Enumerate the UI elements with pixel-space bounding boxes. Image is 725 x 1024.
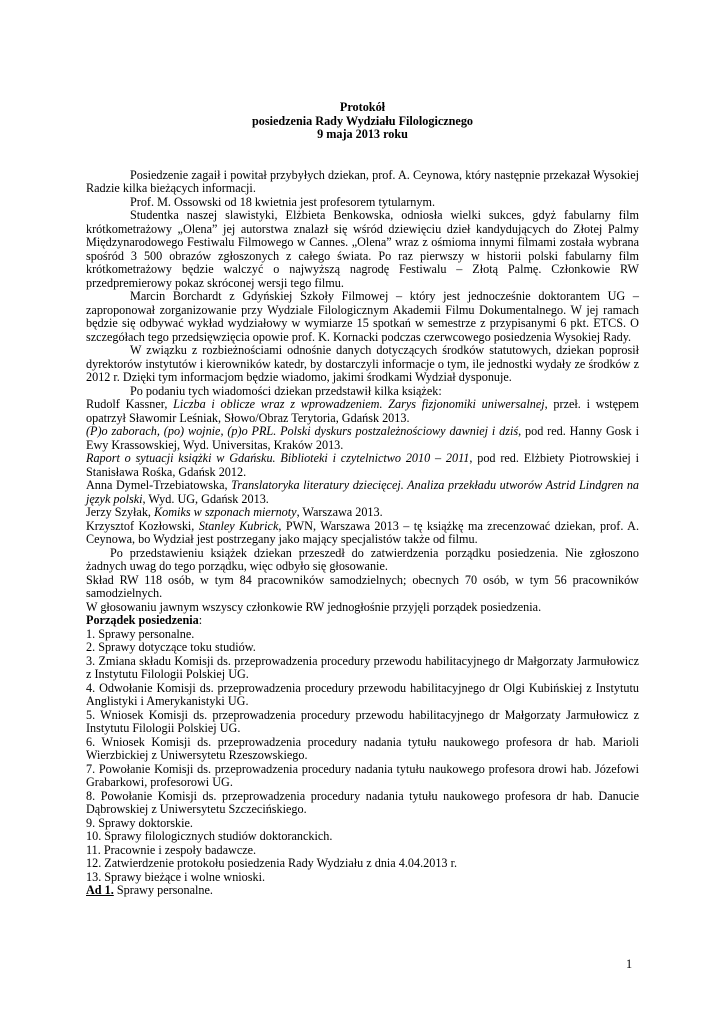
ad1-label: Ad 1. [86,883,114,897]
agenda-item: 2. Sprawy dotyczące toku studiów. [86,640,256,654]
document-title [86,101,639,142]
paragraph-borchardt: Marcin Borchardt z Gdyńskiej Szkoły Filmowej – który jest jednocześnie doktorantem UG – zaproponował zorganizowanie przy Wydziale Filologicznym Akademii Filmu Dokumentalnego. W jej ramach będzie się odbywać wykład wydziałowy w wymiarze 15 spotkań w semestrze z przypisanymi 6 pkt. ETCS. O szczegółach tego przedsięwzięcia opowie prof. K. Kornacki podczas czerwcowego posiedzenia Wysokiej Rady. [86,289,639,344]
book-entry [86,506,639,520]
agenda-item: 5. Wniosek Komisji ds. przeprowadzenia procedury przewodu habilitacyjnego dr Małgorzaty Jarmułowicz z Instytutu Filologii Polskiej UG. [86,707,639,735]
title-line-2: posiedzenia Rady Wydziału Filologicznego [251,113,474,128]
agenda-heading-line [86,614,639,628]
book-entry [86,398,639,425]
agenda-heading: Porządek posiedzenia [86,613,199,627]
page-number: 1 [626,957,633,971]
paragraph-agenda-approval: Po przedstawieniu książek dziekan przeszedł do zatwierdzenia porządku posiedzenia. Nie zgłoszono żadnych uwag do tego porządku, więc odbyło się głosowanie. [86,545,639,573]
title-line-3: 9 maja 2013 roku [317,127,408,141]
ad1-line [86,884,639,898]
title-line-1: Protokół [339,100,386,114]
book-title: Translatoryka literatury dziecięcej. Analiza przekładu utworów Astrid Lindgren na język polski [86,478,640,506]
book-title: Komiks w szponach miernoty [154,505,297,519]
paragraph-books-intro: Po podaniu tych wiadomości dziekan przedstawił kilka książek: [130,383,442,398]
paragraph-council-composition: Skład RW 118 osób, w tym 84 pracowników samodzielnych; obecnych 70 osób, w tym 56 pracowników samodzielnych. [86,572,639,600]
book-details: , pod red. Hanny Gosk i Ewy Krassowskiej, Wyd. Universitas, Kraków 2013. [86,424,639,452]
agenda-item: 6. Wniosek Komisji ds. przeprowadzenia procedury nadania tytułu naukowego profesora dr hab. Marioli Wierzbickiej z Uniwersytetu Rzeszowskiego. [86,734,639,762]
book-author: Anna Dymel-Trzebiatowska, [86,478,232,492]
book-author: Jerzy Szyłak, [86,505,155,519]
agenda-heading-colon: : [198,613,203,627]
book-entry [86,479,639,506]
agenda-item: 11. Pracownie i zespoły badawcze. [86,842,257,857]
agenda-item: 8. Powołanie Komisji ds. przeprowadzenia procedury nadania tytułu naukowego profesora dr hab. Danucie Dąbrowskiej z Uniwersytetu Szczecińskiego. [86,788,639,816]
book-entry [86,425,639,452]
book-entry [86,520,639,547]
book-list [86,398,639,547]
agenda-item: 9. Sprawy doktorskie. [86,815,193,830]
agenda-item: 3. Zmiana składu Komisji ds. przeprowadzenia procedury przewodu habilitacyjnego dr Małgorzaty Jarmułowicz z Instytutu Filologii Polskiej UG. [86,653,639,681]
paragraph-opening: Posiedzenie zagaił i powitał przybyłych dziekan, prof. A. Ceynowa, który następnie przekazał Wysokiej Radzie kilka bieżących informacji. [86,167,639,195]
agenda-list [86,628,639,885]
book-details: , przeł. i wstępem opatrzył Sławomir Leśniak, Słowo/Obraz Terytoria, Gdańsk 2013. [86,397,640,425]
agenda-item: 7. Powołanie Komisji ds. przeprowadzenia procedury nadania tytułu naukowego profesora drowi hab. Józefowi Grabarkowi, profesorowi UG. [86,761,639,789]
agenda-item: 4. Odwołanie Komisji ds. przeprowadzenia procedury przewodu habilitacyjnego dr Olgi Kubińskiej z Instytutu Anglistyki i Amerykanistyki UG. [86,680,639,708]
paragraph-statutory-funds: W związku z rozbieżnościami odnośnie danych dotyczących środków statutowych, dziekan poprosił dyrektorów instytutów i kierowników katedr, by dostarczyli informacje o tym, ile jednostki wydały ze środków z 2012 r. Dzięki tym informacjom będzie wiadomo, jakimi środkami Wydział dysponuje. [86,343,639,384]
paragraph-ossowski: Prof. M. Ossowski od 18 kwietnia jest profesorem tytularnym. [130,194,435,209]
book-entry [86,452,639,479]
agenda-item: 12. Zatwierdzenie protokołu posiedzenia Rady Wydziału z dnia 4.04.2013 r. [86,856,457,870]
book-details: , PWN, Warszawa 2013 – tę książkę ma zrecenzować dziekan, prof. A. Ceynowa, bo Wydział jest postrzegany jako mający specjalistów także od filmu. [86,518,639,546]
agenda-item: 13. Sprawy bieżące i wolne wnioski. [86,869,266,884]
paragraph-olena: Studentka naszej slawistyki, Elżbieta Benkowska, odniosła wielki sukces, gdyż fabularny film krótkometrażowy „Olena” jej autorstwa znalazł się wśród dziewięciu dzieł kandydujących do Złotej Palmy Międzynarodowego Festiwalu Filmowego w Cannes. „Olena” wraz z ośmioma innymi filmami została wybrana spośród 3 500 obrazów zgłoszonych z całego świata. Po raz pierwszy w historii polski fabularny film krótkometrażowy będzie walczyć o najwyższą nagrodę Festiwalu – Złotą Palmę. Członkowie RW przedpremierowy pokaz skróconej wersji tego filmu. [86,208,639,290]
book-details: , Wyd. UG, Gdańsk 2013. [142,491,269,506]
paragraph-vote-result: W głosowaniu jawnym wszyscy członkowie RW jednogłośnie przyjęli porządek posiedzenia. [86,599,542,614]
book-author: Rudolf Kassner, [86,397,174,411]
book-title: (P)o zaborach, (po) wojnie, (p)o PRL. Polski dyskurs postzależnościowy dawniej i dziś [86,424,519,438]
ad1-text: Sprawy personalne. [113,883,213,897]
book-title: Liczba i oblicze wraz z wprowadzeniem. Zarys fizjonomiki uniwersalnej [173,397,545,411]
document-page [86,101,639,898]
agenda-item: 1. Sprawy personalne. [86,626,195,641]
book-author: Krzysztof Kozłowski, [86,518,199,533]
book-details: , pod red. Elżbiety Piotrowskiej i Stanisława Rośka, Gdańsk 2012. [86,451,639,479]
book-title: Stanley Kubrick [198,518,279,533]
book-title: Raport o sytuacji książki w Gdańsku. Biblioteki i czytelnictwo 2010 – 2011 [86,451,470,465]
book-details: , Warszawa 2013. [296,505,383,519]
title-spacer [86,142,639,169]
agenda-item: 10. Sprawy filologicznych studiów doktoranckich. [86,829,333,843]
